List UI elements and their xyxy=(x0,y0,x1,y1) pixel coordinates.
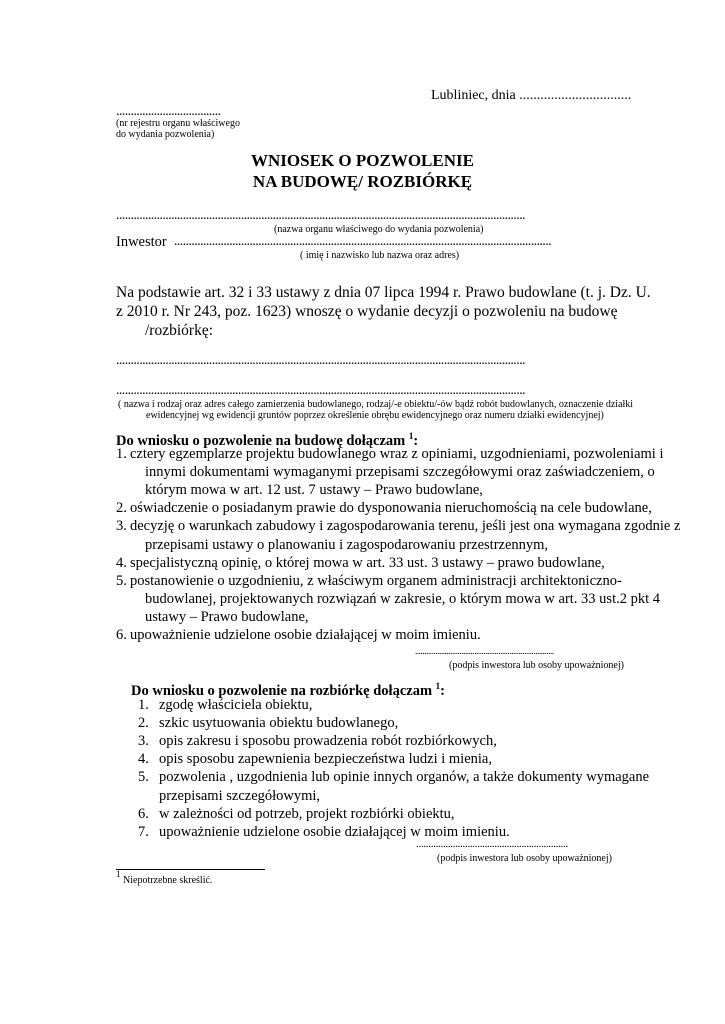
list-item-text: cztery egzemplarze projektu budowlanego wraz z opiniami, uzgodnieniami, pozwoleniami i xyxy=(130,446,664,462)
list-item-number: 5. xyxy=(116,572,127,589)
list-item-number: 2. xyxy=(116,500,127,517)
list-item-text: przepisami ustawy o planowaniu i zagospodarowaniu przestrzennym, xyxy=(145,536,549,553)
register-caption-1: (nr rejestru organu właściwego xyxy=(116,118,240,129)
investor-label: Inwestor xyxy=(116,234,167,250)
list-item-text: pozwolenia , uzgodnienia lub opinie innych organów, a także dokumenty wymagane xyxy=(159,769,650,786)
list-item-number: 4. xyxy=(138,751,149,768)
list-item-text: upoważnienie udzielone osobie działającej w moim imieniu. xyxy=(130,627,481,643)
title-line-1: WNIOSEK O POZWOLENIE xyxy=(251,151,474,170)
list-item-text: zgodę właściciela obiektu, xyxy=(159,697,313,713)
title-line-2: NA BUDOWĘ/ ROZBIÓRKĘ xyxy=(252,172,473,191)
authority-caption: (nazwa organu właściwego do wydania pozwolenia) xyxy=(274,224,484,235)
footnote-separator xyxy=(116,869,265,870)
list-item-number: 7. xyxy=(138,823,149,840)
place-date-line: Lubliniec, dnia ................................ xyxy=(431,88,632,103)
signature-2-caption: (podpis inwestora lub osoby upoważnionej) xyxy=(437,853,612,864)
list-item-text: postanowienie o uzgodnieniu, z właściwym organem administracji architektoniczno- xyxy=(130,572,622,589)
list-item-text: decyzję o warunkach zabudowy i zagospodarowania terenu, jeśli jest ona wymagana zgodnie z xyxy=(130,518,681,535)
list-item-number: 2. xyxy=(138,715,149,732)
list-item-number: 4. xyxy=(116,554,127,571)
scope-dots-1: ............................................................................................................................................. xyxy=(116,353,525,368)
investor-caption: ( imię i nazwisko lub nazwa oraz adres) xyxy=(300,250,460,261)
list-item-text: opis sposobu zapewnienia bezpieczeństwa ludzi i mienia, xyxy=(159,751,492,768)
investor-dots: .................................................................................................................................. xyxy=(174,234,552,249)
list-item-text: innymi dokumentami wymaganymi przepisami szczegółowymi oraz zaświadczeniem, o xyxy=(145,464,655,481)
list-item-number: 1. xyxy=(116,446,127,462)
list-item-number: 5. xyxy=(138,769,149,786)
demolition-attachments-heading: Do wniosku o pozwolenie na rozbiórkę dołączam $^1$: xyxy=(131,681,445,699)
authority-dots: ............................................................................................................................................. xyxy=(116,208,525,223)
legal-basis-line-2: z 2010 r. Nr 243, poz. 1623) wnoszę o wydanie decyzji o pozwoleniu na budowę xyxy=(116,303,618,320)
list-item-text: ustawy – Prawo budowlane, xyxy=(145,608,309,625)
scope-caption-1: ( nazwa i rodzaj oraz adres całego zamierzenia budowlanego, rodzaj/-e obiektu/-ów bądź robót budowlanych, oznaczenie działki xyxy=(118,399,634,410)
list-item-number: 3. xyxy=(116,518,127,535)
list-item-text: opis zakresu i sposobu prowadzenia robót rozbiórkowych, xyxy=(159,733,497,750)
list-item-number: 1. xyxy=(138,697,149,713)
list-item-text: budowlanej, projektowanych rozwiązań w zakresie, o którym mowa w art. 33 ust.2 pkt 4 xyxy=(145,590,661,607)
register-number-dots: .................................... xyxy=(116,104,221,119)
signature-2-dots: .............................................................. xyxy=(416,838,568,850)
list-item-text: specjalistyczną opinię, o której mowa w art. 33 ust. 3 ustawy – prawo budowlane, xyxy=(130,554,605,571)
list-item-text: upoważnienie udzielone osobie działającej w moim imieniu. xyxy=(159,823,510,840)
list-item-text: przepisami szczegółowymi, xyxy=(159,787,321,804)
register-caption-2: do wydania pozwolenia) xyxy=(116,129,215,140)
signature-1-dots: ........................................................................... xyxy=(415,646,554,656)
construction-attachments-heading: Do wniosku o pozwolenie na budowę dołączam $^1$: xyxy=(116,431,419,449)
list-item-number: 3. xyxy=(138,733,149,750)
footnote: $^1$ Niepotrzebne skreślić. xyxy=(116,869,213,886)
list-item-number: 6. xyxy=(138,805,149,822)
scope-caption-2: ewidencyjnej wg ewidencji gruntów poprzez określenie obrębu ewidencyjnego oraz numeru działki ewidencyjnej) xyxy=(146,410,604,421)
list-item-text: oświadczenie o posiadanym prawie do dysponowania nieruchomością na cele budowlane, xyxy=(130,500,652,517)
legal-basis-line-1: Na podstawie art. 32 i 33 ustawy z dnia 07 lipca 1994 r. Prawo budowlane (t. j. Dz. U. xyxy=(116,284,651,301)
footnote-ref: 1 xyxy=(408,431,414,441)
list-item-text: w zależności od potrzeb, projekt rozbiórki obiektu, xyxy=(159,805,455,822)
signature-1-caption: (podpis inwestora lub osoby upoważnionej) xyxy=(449,660,624,671)
list-item-text: którym mowa w art. 12 ust. 7 ustawy – Prawo budowlane, xyxy=(145,482,483,499)
list-item-text: szkic usytuowania obiektu budowlanego, xyxy=(159,715,399,732)
scope-dots-2: ............................................................................................................................................. xyxy=(116,383,525,398)
footnote-ref: 1 xyxy=(435,681,441,691)
legal-basis-line-3: /rozbiórkę: xyxy=(145,322,214,339)
list-item-number: 6. xyxy=(116,627,127,643)
